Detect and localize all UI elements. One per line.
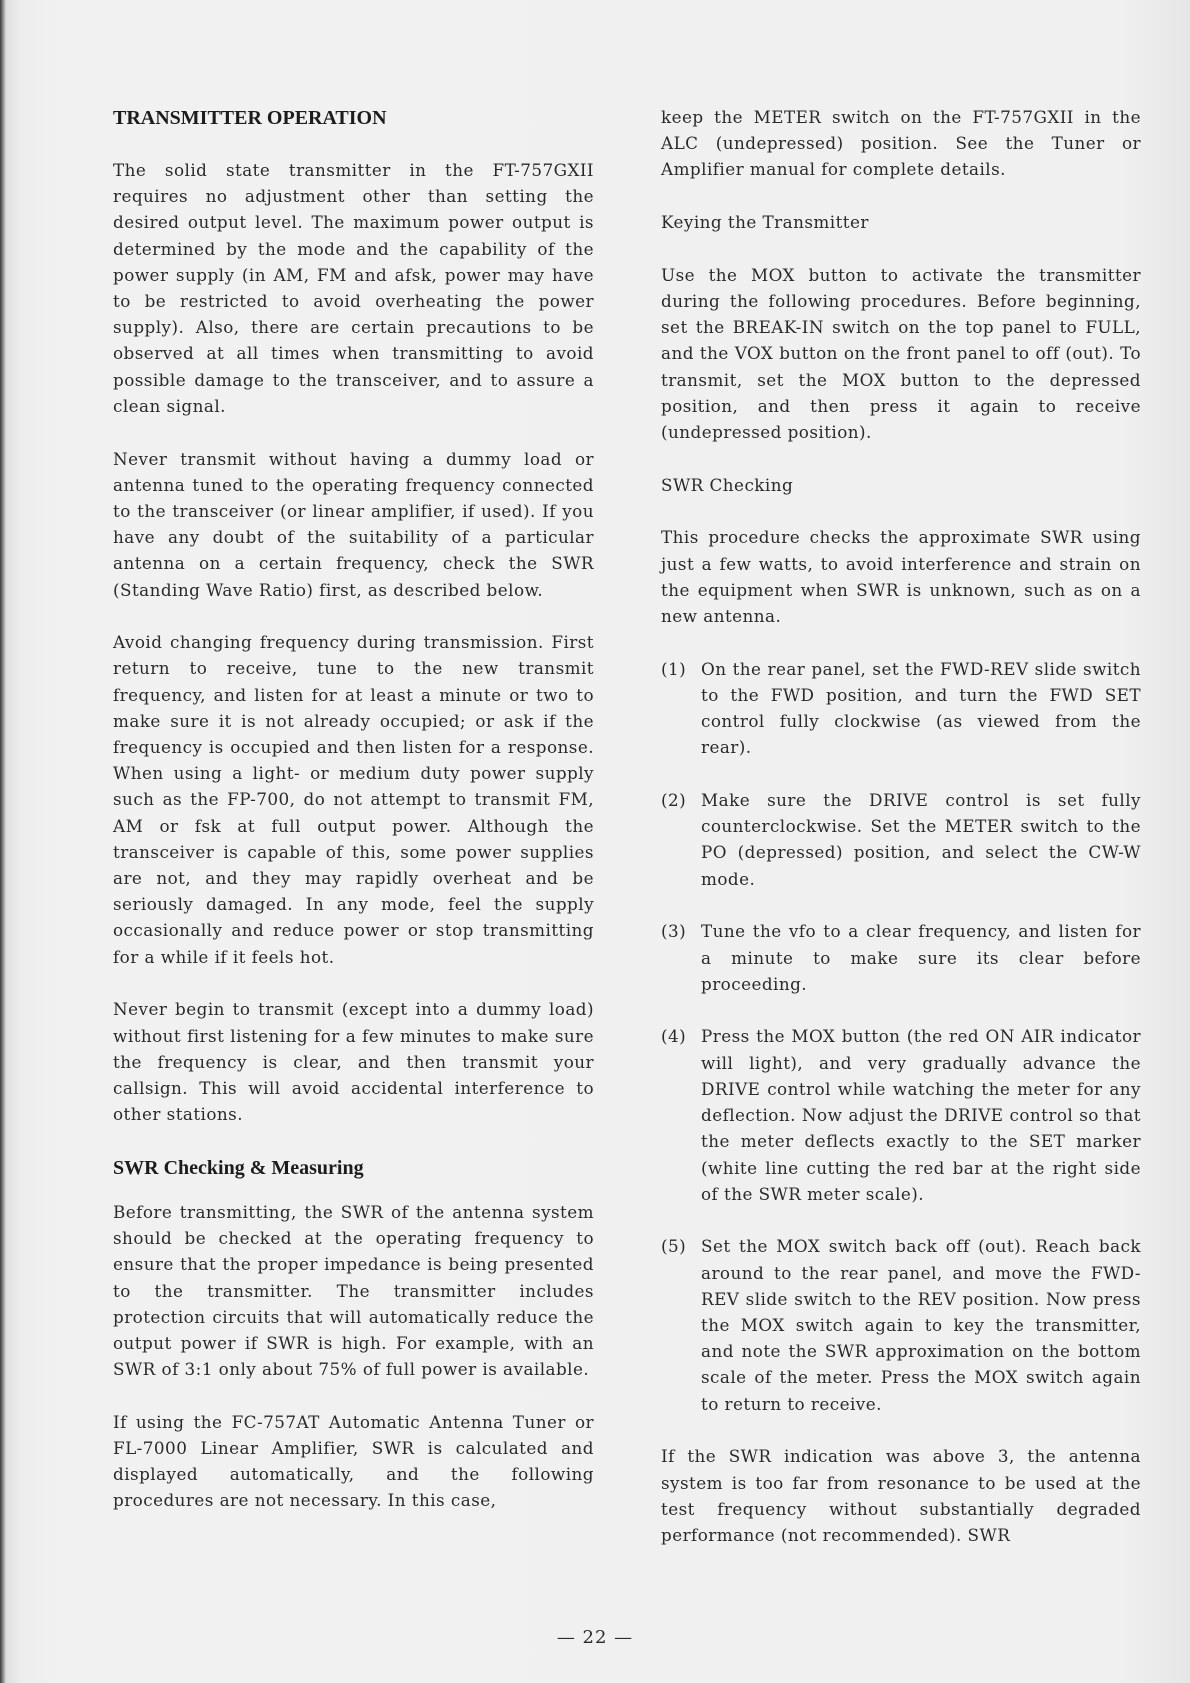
subheading-swr-checking: SWR Checking [661, 474, 794, 495]
step-number: (3) [661, 921, 687, 942]
paragraph-avoid-changing-frequency: Avoid changing frequency during transmission. First return to receive, tune to the new transmit frequency, and listen for at least a minute or two to make sure it is not already occupied; or ask if the frequency is occupied and then listen for a response. When using a light- or medium duty power supply such as the FP-700, do not attempt to transmit FM, AM or fsk at full output power. Although the transceiver is capable of this, some power supplies are not, and they may rapidly overheat and be seriously damaged. In any mode, feel the supply occasionally and reduce power or stop transmitting for a while if it feels hot. [113, 632, 594, 967]
paragraph-listen-before-transmit: Never begin to transmit (except into a dummy load) without first listening for a few minutes to make sure the frequency is clear, and then transmit your callsign. This will avoid accidental interference to other stations. [113, 999, 594, 1125]
step-number: (2) [661, 790, 687, 811]
binding-shadow [0, 0, 6, 1683]
step-number: (1) [661, 658, 687, 679]
step-text: Press the MOX button (the red ON AIR indicator will light), and very gradually advance the DRIVE control while watching the meter for any deflection. Now adjust the DRIVE control so that the meter deflects exactly to the SET marker (white line cutting the red bar at the right side of the SWR meter scale). [701, 1026, 1141, 1204]
paragraph-tuner-amplifier-note: If using the FC-757AT Automatic Antenna Tuner or FL-7000 Linear Amplifier, SWR is calculated and displayed automatically, and the following procedures are not necessary. In this case, [113, 1411, 594, 1511]
subheading-keying-transmitter: Keying the Transmitter [661, 212, 869, 233]
paragraph-swr-procedure-intro: This procedure checks the approximate SWR using just a few watts, to avoid interference and strain on the equipment when SWR is unknown, such as on a new antenna. [661, 527, 1141, 627]
paragraph-never-transmit-without-load: Never transmit without having a dummy load or antenna tuned to the operating frequency connected to the transceiver (or linear amplifier, if used). If you have any doubt of the suitability of a particular antenna on a certain frequency, check the SWR (Standing Wave Ratio) first, as described below. [113, 448, 594, 600]
procedure-step [661, 918, 1141, 997]
procedure-step [661, 1023, 1141, 1206]
heading-transmitter-operation: TRANSMITTER OPERATION [113, 107, 387, 129]
step-text: Make sure the DRIVE control is set fully counterclockwise. Set the METER switch to the PO (depressed) position, and select the CW-W mode. [701, 790, 1141, 889]
right-column [661, 104, 1141, 1575]
step-text: Set the MOX switch back off (out). Reach back around to the rear panel, and move the FWD-REV slide switch to the REV position. Now press the MOX switch again to key the transmitter, and note the SWR approximation on the bottom scale of the meter. Press the MOX switch again to return to receive. [701, 1236, 1141, 1414]
paragraph-mox-button: Use the MOX button to activate the transmitter during the following procedures. Before beginning, set the BREAK-IN switch on the top panel to FULL, and the VOX button on the front panel to off (out). To transmit, set the MOX button to the depressed position, and then press it again to receive (undepressed position). [661, 264, 1141, 443]
left-column [113, 104, 594, 1540]
step-text: On the rear panel, set the FWD-REV slide switch to the FWD position, and turn the FWD SET control fully clockwise (as viewed from the rear). [701, 658, 1141, 758]
step-text: Tune the vfo to a clear frequency, and listen for a minute to make sure its clear before proceeding. [701, 921, 1141, 994]
procedure-step [661, 1233, 1141, 1416]
paragraph-meter-switch-alc: keep the METER switch on the FT-757GXII in the ALC (undepressed) position. See the Tuner or Amplifier manual for complete details. [661, 107, 1141, 180]
page-number: — 22 — [556, 1627, 634, 1648]
heading-swr-checking-measuring: SWR Checking & Measuring [113, 1156, 364, 1179]
procedure-step [661, 656, 1141, 761]
step-number: (5) [661, 1236, 687, 1257]
paragraph-transmitter-intro: The solid state transmitter in the FT-757GXII requires no adjustment other than setting the desired output level. The maximum power output is determined by the mode and the capability of the power supply (in AM, FM and afsk, power may have to be restricted to avoid overheating the power supply). Also, there are certain precautions to be observed at all times when transmitting to avoid possible damage to the transceiver, and to assure a clean signal. [113, 160, 594, 416]
procedure-step [661, 787, 1141, 892]
step-number: (4) [661, 1026, 687, 1047]
paragraph-swr-before-transmitting: Before transmitting, the SWR of the antenna system should be checked at the operating frequency to ensure that the proper impedance is being presented to the transmitter. The transmitter includes protection circuits that will automatically reduce the output power if SWR is high. For example, with an SWR of 3:1 only about 75% of full power is available. [113, 1201, 594, 1380]
paragraph-swr-above-three: If the SWR indication was above 3, the antenna system is too far from resonance to be used at the test frequency without substantially degraded performance (not recommended). SWR [661, 1446, 1141, 1545]
